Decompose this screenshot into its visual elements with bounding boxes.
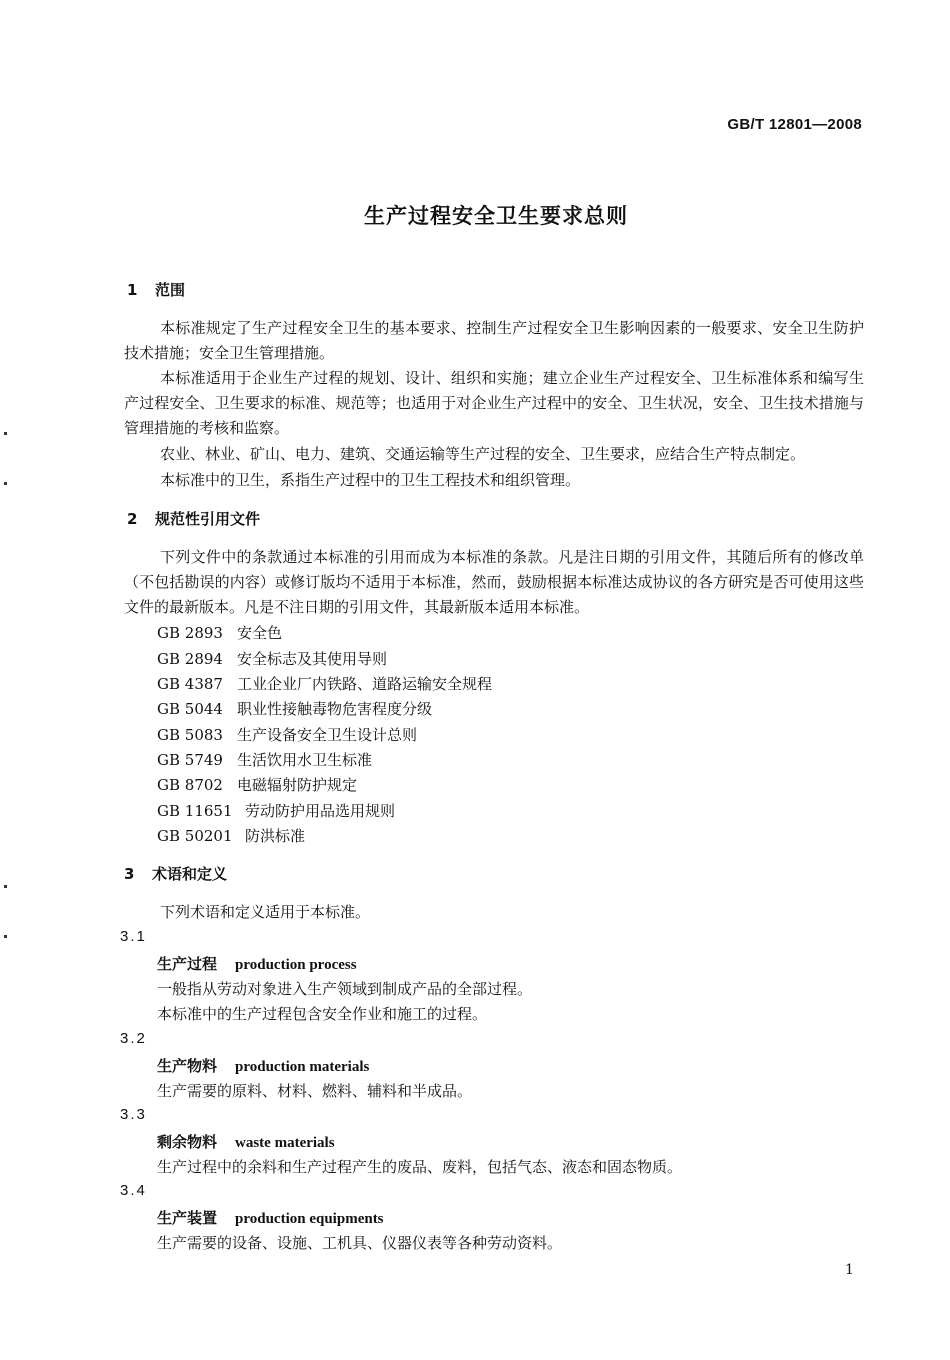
reference-code: GB 11651: [157, 802, 233, 820]
document-title: 生产过程安全卫生要求总则: [364, 204, 628, 228]
reference-title: 工业企业厂内铁路、道路运输安全规程: [237, 675, 493, 693]
section-number: 2: [127, 510, 138, 528]
paragraph: 农业、林业、矿山、电力、建筑、交通运输等生产过程的安全、卫生要求，应结合生产特点制定。: [160, 445, 806, 463]
clause-number: 3.1: [120, 928, 147, 945]
term-definition: 生产过程中的余料和生产过程产生的废品、废料，包括气态、液态和固态物质。: [157, 1158, 683, 1176]
clause-number: 3.2: [120, 1030, 147, 1047]
term-definition: 一般指从劳动对象进入生产领域到制成产品的全部过程。: [157, 980, 533, 998]
section-2-heading: [127, 508, 260, 529]
reference-item: [157, 800, 395, 821]
term-definition: 生产需要的设备、设施、工机具、仪器仪表等各种劳动资料。: [157, 1234, 563, 1252]
reference-item: [157, 673, 492, 694]
clause-number: 3.4: [120, 1182, 147, 1199]
section-3-heading: [124, 863, 227, 884]
reference-code: GB 5083: [157, 726, 223, 744]
term-zh: 剩余物料: [157, 1133, 218, 1151]
reference-title: 安全标志及其使用导则: [237, 650, 388, 668]
reference-item: [157, 749, 372, 770]
paragraph: 本标准适用于企业生产过程的规划、设计、组织和实施；建立企业生产过程安全、卫生标准体系和编写生产过程安全、卫生要求的标准、规范等；也适用于对企业生产过程中的安全、卫生状况，安全、卫生技术措施与管理措施的考核和监察。: [124, 369, 864, 437]
term-en: production equipments: [235, 1211, 384, 1227]
reference-item: [157, 774, 357, 795]
paragraph: 下列术语和定义适用于本标准。: [160, 903, 371, 921]
clause-number: 3.3: [120, 1106, 147, 1123]
reference-title: 生产设备安全卫生设计总则: [237, 726, 418, 744]
reference-item: [157, 622, 282, 643]
section-number: 3: [124, 865, 135, 883]
term-en: waste materials: [235, 1135, 335, 1151]
term-zh: 生产装置: [157, 1209, 218, 1227]
scan-mark: [4, 482, 7, 485]
page-number: 1: [845, 1262, 854, 1278]
scan-mark: [4, 885, 7, 888]
term-definition: 生产需要的原料、材料、燃料、辅料和半成品。: [157, 1082, 473, 1100]
reference-title: 安全色: [237, 624, 283, 642]
reference-title: 生活饮用水卫生标准: [237, 751, 373, 769]
term-zh: 生产过程: [157, 955, 218, 973]
term-zh: 生产物料: [157, 1057, 218, 1075]
scan-mark: [4, 432, 7, 435]
term-entry: [157, 1055, 369, 1076]
reference-code: GB 2894: [157, 650, 223, 668]
standard-code: GB/T 12801—2008: [727, 116, 862, 133]
term-en: production materials: [235, 1059, 370, 1075]
reference-code: GB 5749: [157, 751, 223, 769]
section-title: 范围: [155, 281, 186, 299]
reference-title: 劳动防护用品选用规则: [245, 802, 396, 820]
reference-item: [157, 648, 387, 669]
term-definition: 本标准中的生产过程包含安全作业和施工的过程。: [157, 1005, 488, 1023]
term-entry: [157, 1207, 384, 1228]
paragraph: 下列文件中的条款通过本标准的引用而成为本标准的条款。凡是注日期的引用文件，其随后所有的修改单（不包括勘误的内容）或修订版均不适用于本标准，然而，鼓励根据本标准达成协议的各方研究是否可使用这些文件的最新版本。凡是不注日期的引用文件，其最新版本适用本标准。: [124, 548, 864, 616]
reference-item: [157, 724, 417, 745]
paragraph: 本标准中的卫生，系指生产过程中的卫生工程技术和组织管理。: [160, 471, 581, 489]
reference-title: 电磁辐射防护规定: [237, 776, 358, 794]
reference-code: GB 8702: [157, 776, 223, 794]
reference-title: 职业性接触毒物危害程度分级: [237, 700, 433, 718]
section-1-heading: [127, 279, 185, 300]
section-title: 术语和定义: [152, 865, 228, 883]
reference-item: [157, 825, 305, 846]
reference-code: GB 2893: [157, 624, 223, 642]
reference-code: GB 5044: [157, 700, 223, 718]
section-number: 1: [127, 281, 138, 299]
term-entry: [157, 1131, 335, 1152]
scan-mark: [4, 935, 7, 938]
reference-code: GB 50201: [157, 827, 233, 845]
term-en: production process: [235, 957, 357, 973]
paragraph: 本标准规定了生产过程安全卫生的基本要求、控制生产过程安全卫生影响因素的一般要求、安全卫生防护技术措施；安全卫生管理措施。: [124, 319, 864, 362]
reference-code: GB 4387: [157, 675, 223, 693]
term-entry: [157, 953, 357, 974]
reference-item: [157, 698, 432, 719]
section-title: 规范性引用文件: [155, 510, 261, 528]
reference-title: 防洪标准: [245, 827, 306, 845]
